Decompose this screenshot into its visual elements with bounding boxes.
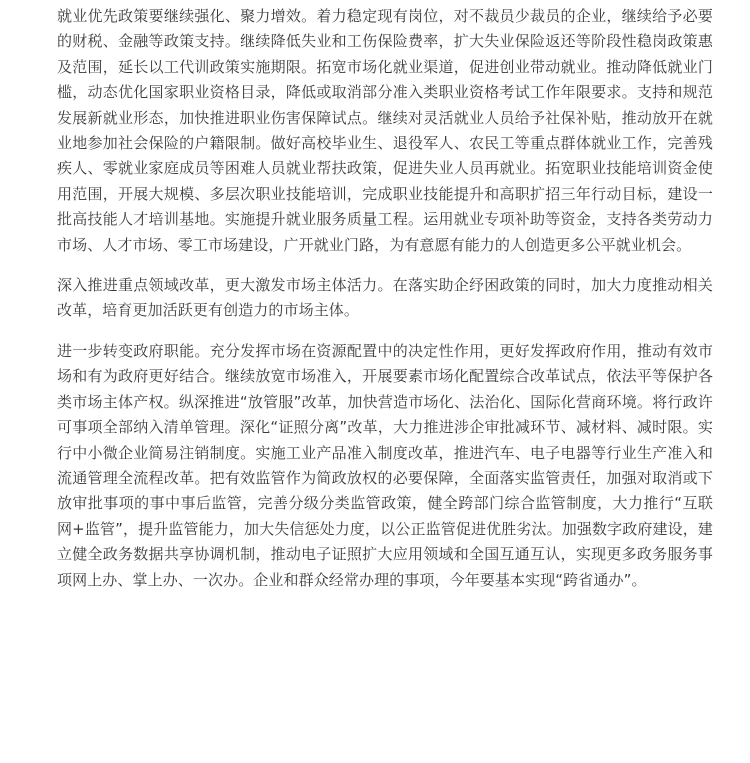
paragraph-employment: 就业优先政策要继续强化、聚力增效。着力稳定现有岗位，对不裁员少裁员的企业，继续给予必要的财税、金融等政策支持。继续降低失业和工伤保险费率，扩大失业保险返还等阶段性稳岗政策惠及范围，延长以工代训政策实施期限。拓宽市场化就业渠道，促进创业带动就业。推动降低就业门槛，动态优化国家职业资格目录，降低或取消部分准入类职业资格考试工作年限要求。支持和规范发展新就业形态，加快推进职业伤害保障试点。继续对灵活就业人员给予社保补贴，推动放开在就业地参加社会保险的户籍限制。做好高校毕业生、退役军人、农民工等重点群体就业工作，完善残疾人、零就业家庭成员等困难人员就业帮扶政策，促进失业人员再就业。拓宽职业技能培训资金使用范围，开展大规模、多层次职业技能培训，完成职业技能提升和高职扩招三年行动目标，建设一批高技能人才培训基地。实施提升就业服务质量工程。运用就业专项补助等资金，支持各类劳动力市场、人才市场、零工市场建设，广开就业门路，为有意愿有能力的人创造更多公平就业机会。 bbox=[57, 7, 713, 254]
paragraph-reform-intro: 深入推进重点领域改革，更大激发市场主体活力。在落实助企纾困政策的同时，加大力度推动相关改革，培育更加活跃更有创造力的市场主体。 bbox=[57, 276, 713, 320]
article-body bbox=[57, 4, 713, 593]
paragraph-government-functions: 进一步转变政府职能。充分发挥市场在资源配置中的决定性作用，更好发挥政府作用，推动有效市场和有为政府更好结合。继续放宽市场准入，开展要素市场化配置综合改革试点，依法平等保护各类市场主体产权。纵深推进“放管服”改革，加快营造市场化、法治化、国际化营商环境。将行政许可事项全部纳入清单管理。深化“证照分离”改革，大力推进涉企审批减环节、减材料、减时限。实行中小微企业简易注销制度。实施工业产品准入制度改革，推进汽车、电子电器等行业生产准入和流通管理全流程改革。把有效监管作为简政放权的必要保障，全面落实监管责任，加强对取消或下放审批事项的事中事后监管，完善分级分类监管政策，健全跨部门综合监管制度，大力推行“互联网+监管”，提升监管能力，加大失信惩处力度，以公正监管促进优胜劣汰。加强数字政府建设，建立健全政务数据共享协调机制，推动电子证照扩大应用领域和全国互通互认，实现更多政务服务事项网上办、掌上办、一次办。企业和群众经常办理的事项，今年要基本实现“跨省通办”。 bbox=[57, 341, 713, 589]
